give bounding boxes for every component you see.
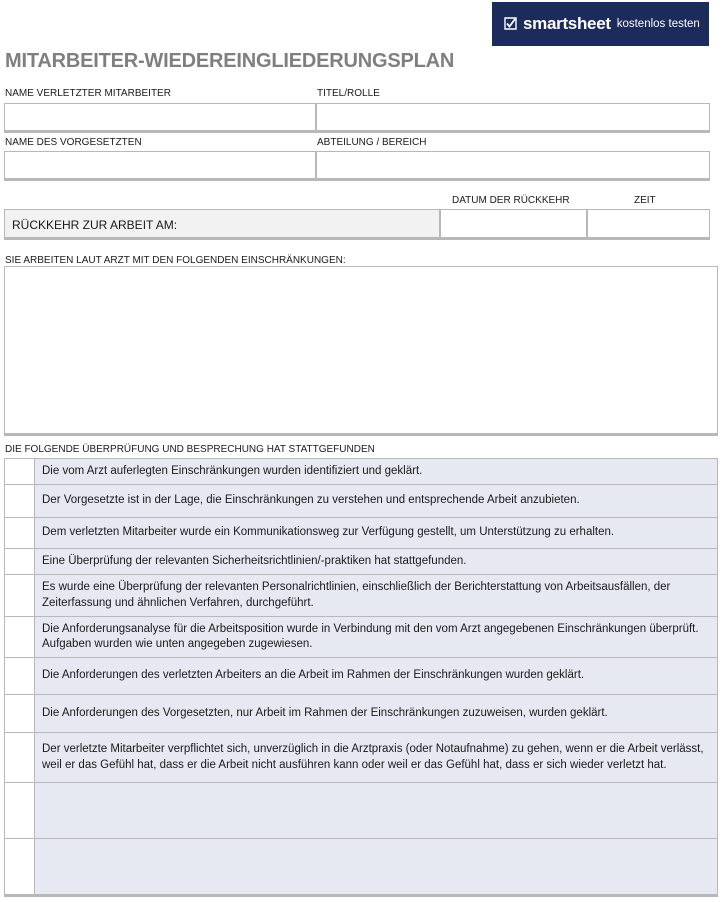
checklist-row (4, 732, 718, 782)
checklist-text: Die Anforderungen des verletzten Arbeiters an die Arbeit im Rahmen der Einschränkungen wurden geklärt. (42, 669, 585, 682)
checklist-text: Eine Überprüfung der relevanten Sicherheitsrichtlinien/-praktiken hat stattgefunden. (42, 554, 467, 567)
checkbox-cell[interactable] (5, 549, 35, 574)
time-field[interactable] (587, 209, 710, 240)
checklist-text: Es wurde eine Überprüfung der relevanten Personalrichtlinien, einschließlich der Berichterstattung von Arbeitsausfällen, der Zeiterfassung und ähnlichen Verfahren, durchgeführt. (42, 581, 671, 609)
employee-name-field[interactable] (4, 103, 316, 133)
checklist-text[interactable] (35, 839, 717, 894)
title-role-field[interactable] (316, 103, 710, 133)
supervisor-name-label: NAME DES VORGESETZTEN (5, 137, 142, 148)
checklist-text: Die vom Arzt auferlegten Einschränkungen wurden identifiziert und geklärt. (42, 464, 423, 477)
checklist-row (4, 838, 718, 894)
checklist-row (4, 548, 718, 574)
checklist-row (4, 574, 718, 616)
department-label: ABTEILUNG / BEREICH (317, 137, 427, 148)
checkbox-cell[interactable] (5, 733, 35, 782)
checklist-row (4, 484, 718, 517)
checklist-text: Die Anforderungen des Vorgesetzten, nur Arbeit im Rahmen der Einschränkungen zuzuweisen, wurden geklärt. (42, 706, 608, 719)
department-field[interactable] (316, 151, 710, 181)
checkbox-cell[interactable] (5, 459, 35, 484)
return-date-label: DATUM DER RÜCKKEHR (452, 195, 570, 206)
checklist-text[interactable] (35, 783, 717, 838)
checkbox-cell[interactable] (5, 783, 35, 838)
checklist-row (4, 657, 718, 694)
brand-name: smartsheet (523, 14, 611, 33)
review-checklist (4, 458, 718, 897)
checklist-text: Die Anforderungsanalyse für die Arbeitsposition wurde in Verbindung mit den vom Arzt angegebenen Einschränkungen überprüft. Aufgaben wurden wie unten angegeben zugewiesen. (42, 622, 699, 650)
checklist-row (4, 782, 718, 838)
employee-name-label: NAME VERLETZTER MITARBEITER (5, 88, 171, 99)
checklist-text: Der Vorgesetzte ist in der Lage, die Einschränkungen zu verstehen und entsprechende Arbeit anzubieten. (42, 494, 580, 507)
supervisor-name-field[interactable] (4, 151, 316, 181)
time-label: ZEIT (634, 195, 656, 206)
smartsheet-banner[interactable] (492, 2, 709, 46)
checkbox-cell[interactable] (5, 658, 35, 694)
checkbox-cell[interactable] (5, 839, 35, 894)
checklist-text: Der verletzte Mitarbeiter verpflichtet sich, unverzüglich in die Arztpraxis (oder Notaufnahme) zu gehen, wenn er die Arbeit verlässt, weil er das Gefühl hat, dass er die Arbeit nicht ausführen kann oder weil er das Gefühl hat, dass er sich wieder verletzt hat. (42, 743, 704, 771)
restrictions-label: SIE ARBEITEN LAUT ARZT MIT DEN FOLGENDEN EINSCHRÄNKUNGEN: (5, 255, 346, 266)
checkbox-cell[interactable] (5, 695, 35, 732)
checkbox-cell[interactable] (5, 485, 35, 517)
checkbox-cell[interactable] (5, 575, 35, 616)
return-date-field[interactable] (440, 209, 587, 240)
checkbox-cell[interactable] (5, 617, 35, 657)
checkbox-cell[interactable] (5, 518, 35, 548)
restrictions-field[interactable] (4, 266, 718, 436)
checklist-row (4, 517, 718, 548)
checklist-row (4, 694, 718, 732)
checklist-text: Dem verletzten Mitarbeiter wurde ein Kommunikationsweg zur Verfügung gestellt, um Unterstützung zu erhalten. (42, 526, 615, 539)
free-trial-link[interactable]: kostenlos testen (616, 18, 700, 30)
checklist-row (4, 458, 718, 484)
page-title: MITARBEITER-WIEDEREINGLIEDERUNGSPLAN (5, 50, 455, 72)
title-role-label: TITEL/ROLLE (317, 88, 380, 99)
checklist-row (4, 616, 718, 657)
return-to-work-label: RÜCKKEHR ZUR ARBEIT AM: (12, 218, 178, 232)
smartsheet-logo-icon (504, 17, 518, 31)
review-label: DIE FOLGENDE ÜBERPRÜFUNG UND BESPRECHUNG HAT STATTGEFUNDEN (5, 444, 375, 455)
